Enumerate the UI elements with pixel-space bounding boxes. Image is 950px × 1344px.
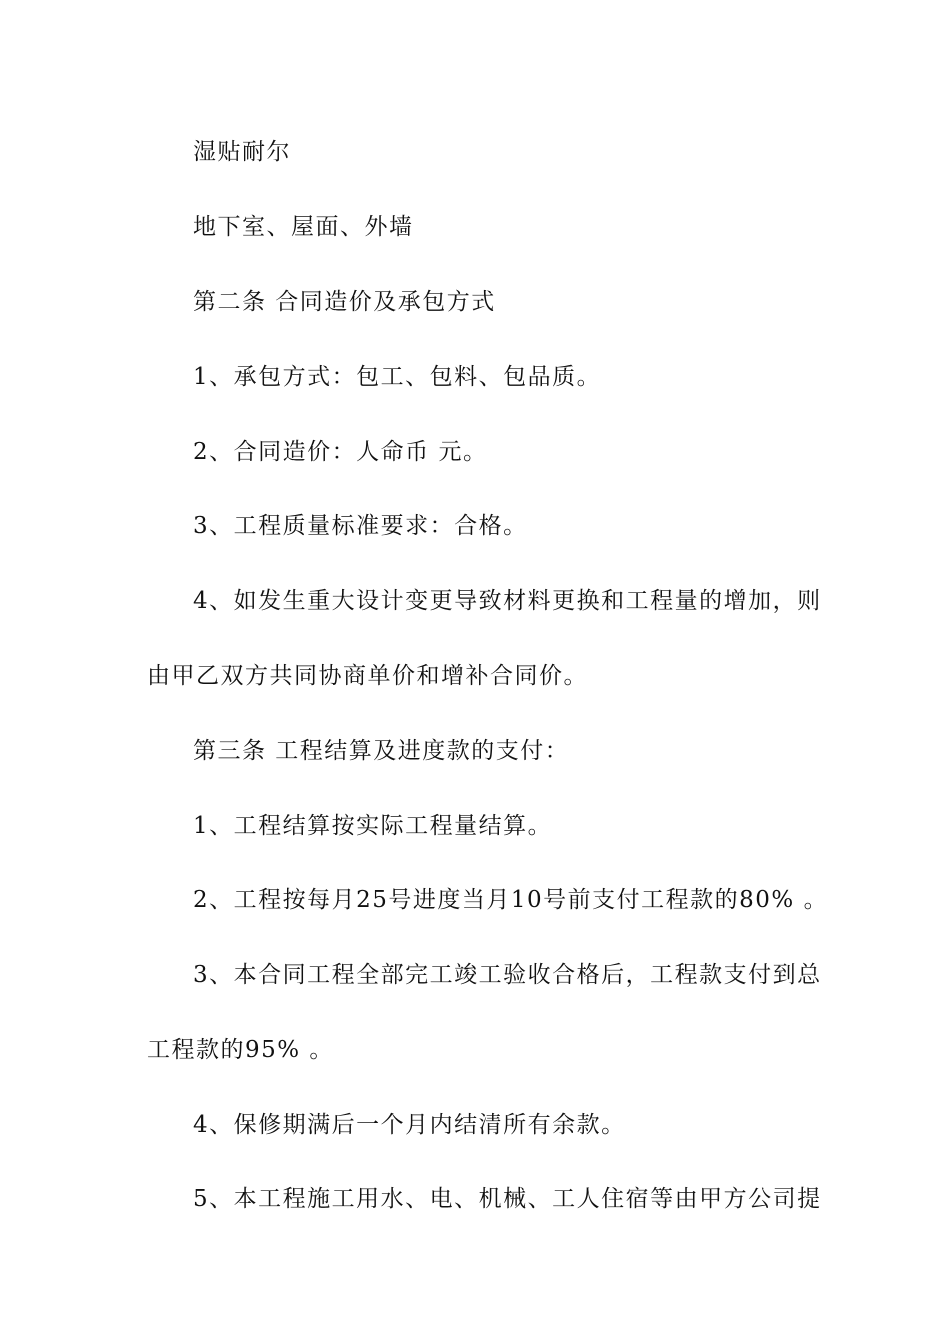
article-2-item-4-line-2: 由甲乙双方共同协商单价和增补合同价。 — [147, 663, 588, 689]
article-3-heading: 第三条 工程结算及进度款的支付： — [193, 738, 570, 764]
article-3-item-5-line-1: 5、本工程施工用水、电、机械、工人住宿等由甲方公司提 — [193, 1186, 822, 1212]
article-3-item-4: 4、保修期满后一个月内结清所有余款。 — [193, 1112, 626, 1138]
paragraph-material-name: 湿贴耐尔 — [193, 139, 291, 165]
article-2-item-2: 2、合同造价：人命币 元。 — [193, 439, 488, 465]
article-3-item-2: 2、工程按每月25号进度当月10号前支付工程款的80% 。 — [193, 887, 829, 913]
paragraph-application-area: 地下室、屋面、外墙 — [193, 214, 414, 240]
article-2-item-1: 1、承包方式：包工、包料、包品质。 — [193, 364, 602, 390]
article-3-item-3-line-1: 3、本合同工程全部完工竣工验收合格后，工程款支付到总 — [193, 962, 822, 988]
article-3-item-1: 1、工程结算按实际工程量结算。 — [193, 813, 553, 839]
article-2-heading: 第二条 合同造价及承包方式 — [193, 289, 496, 315]
article-2-item-4-line-1: 4、如发生重大设计变更导致材料更换和工程量的增加，则 — [193, 588, 822, 614]
article-2-item-3: 3、工程质量标准要求：合格。 — [193, 513, 528, 539]
article-3-item-3-line-2: 工程款的95% 。 — [147, 1037, 334, 1063]
